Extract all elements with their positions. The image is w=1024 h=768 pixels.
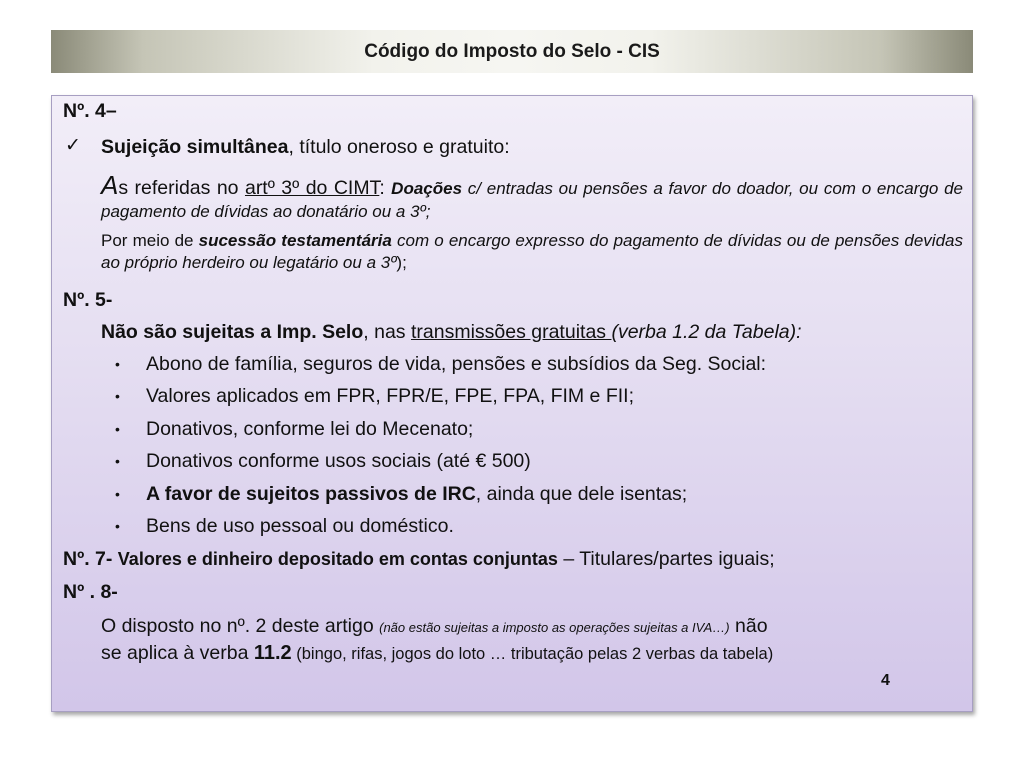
n8-text-2: não bbox=[729, 615, 768, 637]
n5-bullet-3: Donativos, conforme lei do Mecenato; bbox=[146, 418, 474, 440]
n7-rest: – Titulares/partes iguais; bbox=[557, 548, 775, 570]
n5-heading: Nº. 5- bbox=[63, 289, 113, 311]
slide-title: Código do Imposto do Selo - CIS bbox=[364, 40, 660, 62]
n5-intro-bold: Não são sujeitas a Imp. Selo bbox=[101, 321, 364, 343]
n4-p1-rest: c/ entradas ou pensões a favor do doador, ou com o encargo de pagamento de dívidas ao donatário ou a 3º; bbox=[101, 179, 963, 221]
bullet-icon: • bbox=[115, 486, 120, 502]
n4-paragraph-2 bbox=[101, 230, 963, 274]
n5-bullet-5 bbox=[146, 482, 687, 506]
n5-intro bbox=[101, 320, 802, 344]
title-bar bbox=[51, 30, 973, 73]
bullet-icon: • bbox=[115, 453, 120, 469]
n4-p2-prefix: Por meio de bbox=[101, 231, 199, 250]
n5-bullet-2: Valores aplicados em FPR, FPR/E, FPE, FPA, FIM e FII; bbox=[146, 385, 634, 407]
n8-heading: Nº . 8- bbox=[63, 581, 118, 603]
n8-text-4: (bingo, rifas, jogos do loto … tributação pelas 2 verbas da tabela) bbox=[291, 645, 774, 663]
page-number: 4 bbox=[881, 672, 890, 689]
n5-bullet-5-rest: , ainda que dele isentas; bbox=[475, 483, 688, 505]
n5-bullet-1: Abono de família, seguros de vida, pensões e subsídios da Seg. Social: bbox=[146, 353, 767, 375]
checkmark-icon: ✓ bbox=[65, 135, 81, 156]
n8-note: (não estão sujeitas a imposto as operações sujeitas a IVA…) bbox=[379, 620, 730, 635]
content-box bbox=[51, 95, 973, 712]
n5-intro-mid: , nas bbox=[363, 321, 411, 343]
n4-p1-colon: : bbox=[379, 177, 392, 199]
n4-subject bbox=[101, 135, 510, 159]
n4-p1-s-referidas: s referidas no bbox=[118, 177, 245, 199]
n7-line bbox=[63, 547, 775, 571]
n5-bullet-5-bold: A favor de sujeitos passivos de IRC bbox=[146, 483, 476, 505]
bullet-icon: • bbox=[115, 356, 120, 372]
n8-verba: 11.2 bbox=[253, 642, 292, 664]
n4-p1-doacoes: Doações bbox=[391, 179, 463, 198]
n4-p2-bold: sucessão testamentária bbox=[198, 231, 392, 250]
n7-heading: Nº. 7- bbox=[63, 548, 118, 570]
n8-line-1 bbox=[101, 614, 768, 640]
bullet-icon: • bbox=[115, 421, 120, 437]
n5-bullet-6: Bens de uso pessoal ou doméstico. bbox=[146, 515, 454, 537]
n7-bold: Valores e dinheiro depositado em contas conjuntas bbox=[117, 549, 558, 569]
n4-subject-rest: , título oneroso e gratuito: bbox=[288, 136, 510, 158]
n8-line-2 bbox=[101, 641, 773, 666]
n5-intro-italic: (verba 1.2 da Tabela): bbox=[611, 321, 802, 343]
n4-heading: Nº. 4– bbox=[63, 100, 117, 122]
bullet-icon: • bbox=[115, 388, 120, 404]
n4-p2-end: ); bbox=[396, 253, 407, 272]
n8-text-3: se aplica à verba bbox=[101, 642, 254, 664]
n8-text-1: O disposto no nº. 2 deste artigo bbox=[101, 615, 380, 637]
n4-subject-bold: Sujeição simultânea bbox=[101, 136, 289, 158]
n5-bullet-4: Donativos conforme usos sociais (até € 500) bbox=[146, 450, 531, 472]
n4-paragraph-1 bbox=[101, 170, 963, 223]
n4-p1-link[interactable]: artº 3º do CIMT bbox=[244, 177, 380, 199]
bullet-icon: • bbox=[115, 518, 120, 534]
n4-p2-rest: com o encargo expresso do pagamento de dívidas ou de pensões devidas ao próprio herdeiro ou legatário ou a 3º bbox=[101, 231, 963, 272]
n4-p1-big-a: A bbox=[101, 170, 119, 200]
n5-intro-underline: transmissões gratuitas bbox=[410, 321, 612, 343]
